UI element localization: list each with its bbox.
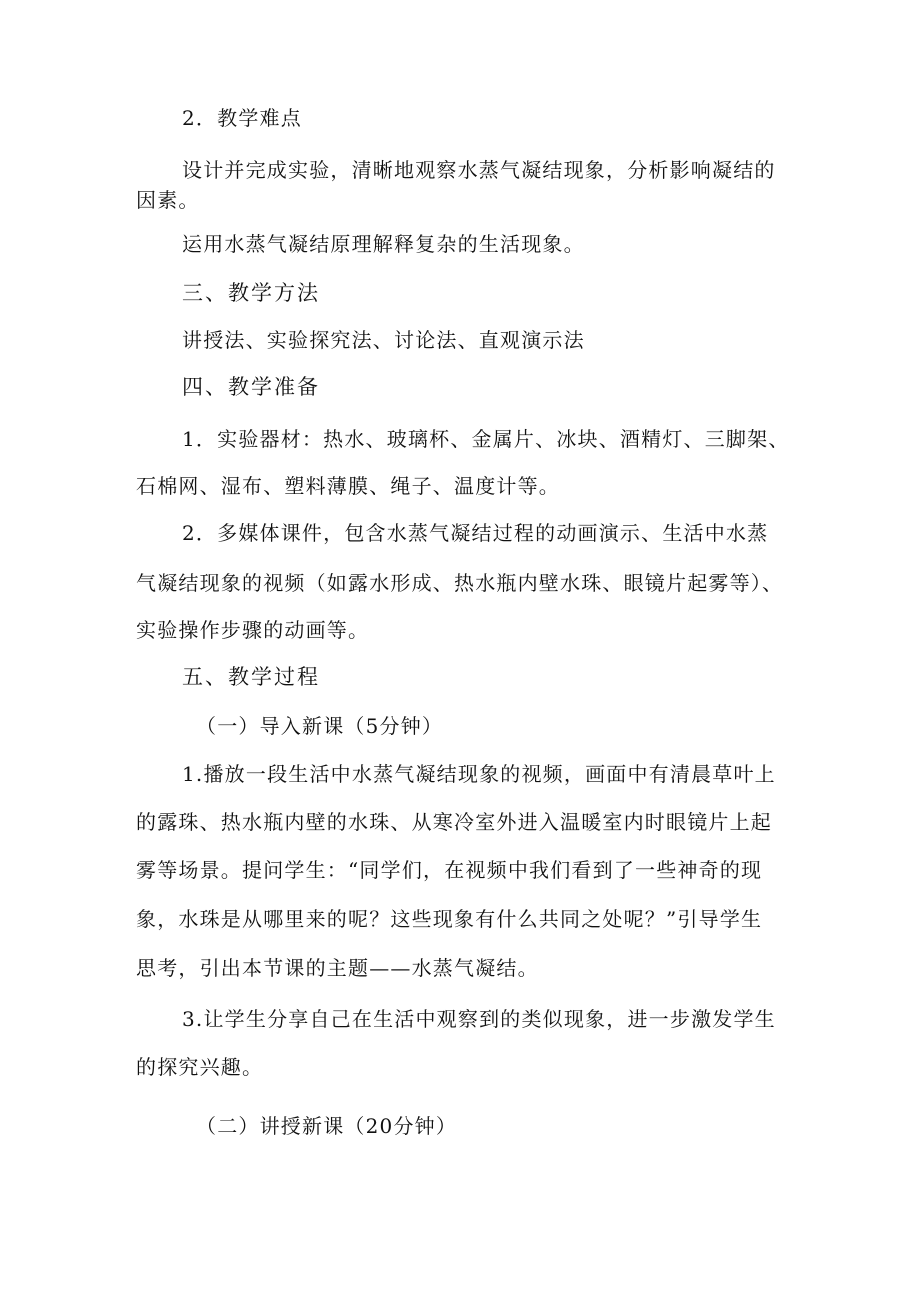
paragraph-line: 因素。 (136, 188, 200, 212)
paragraph-line: 实验操作步骤的动画等。 (136, 618, 370, 642)
paragraph-line: 的探究兴趣。 (136, 1055, 264, 1079)
paragraph-line: 象，水珠是从哪里来的呢？这些现象有什么共同之处呢？”引导学生 (136, 907, 763, 931)
paragraph-line: 设计并完成实验，清晰地观察水蒸气凝结现象，分析影响凝结的 (182, 158, 776, 182)
section-2-title: 2．教学难点 (182, 106, 302, 130)
paragraph-line: 2．多媒体课件，包含水蒸气凝结过程的动画演示、生活中水蒸 (182, 521, 769, 545)
paragraph-line: 3.让学生分享自己在生活中观察到的类似现象，进一步激发学生 (182, 1007, 776, 1031)
subsection-1-heading: （一）导入新课（5分钟） (196, 714, 444, 738)
paragraph-line: 运用水蒸气凝结原理解释复杂的生活现象。 (182, 232, 585, 256)
paragraph-line: 1.播放一段生活中水蒸气凝结现象的视频，画面中有清晨草叶上 (182, 762, 776, 786)
paragraph-line: 1．实验器材：热水、玻璃杯、金属片、冰块、酒精灯、三脚架、 (182, 427, 790, 451)
paragraph-line: 雾等场景。提问学生：“同学们，在视频中我们看到了一些神奇的现 (136, 858, 763, 882)
paragraph-line: 讲授法、实验探究法、讨论法、直观演示法 (182, 328, 585, 352)
paragraph-line: 的露珠、热水瓶内壁的水珠、从寒冷室外进入温暖室内时眼镜片上起 (136, 810, 772, 834)
paragraph-line: 气凝结现象的视频（如露水形成、热水瓶内壁水珠、眼镜片起雾等）、 (136, 571, 784, 595)
paragraph-line: 思考，引出本节课的主题——水蒸气凝结。 (136, 956, 539, 980)
section-5-heading: 五、教学过程 (182, 665, 320, 689)
subsection-2-heading: （二）讲授新课（20分钟） (196, 1114, 458, 1138)
paragraph-line: 石棉网、湿布、塑料薄膜、绳子、温度计等。 (136, 474, 560, 498)
section-4-heading: 四、教学准备 (182, 375, 320, 399)
section-3-heading: 三、教学方法 (182, 281, 320, 305)
